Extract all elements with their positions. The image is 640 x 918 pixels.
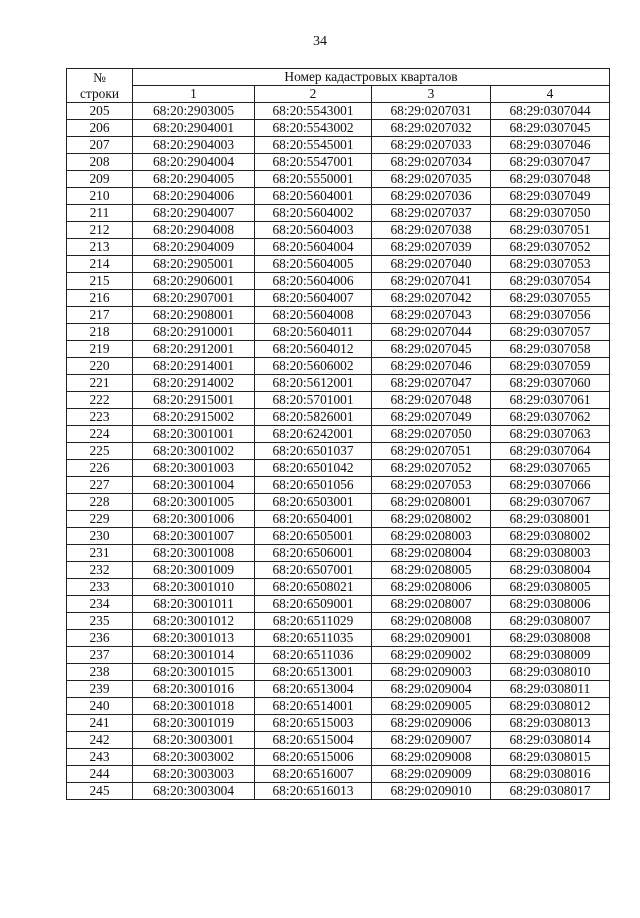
cadastral-group-title: Номер кадастровых кварталов bbox=[133, 69, 610, 86]
row-number-cell: 237 bbox=[67, 647, 133, 664]
row-number-cell: 236 bbox=[67, 630, 133, 647]
column-2-cell: 68:20:5543001 bbox=[255, 103, 372, 120]
column-1-cell: 68:20:2907001 bbox=[133, 290, 255, 307]
column-4-cell: 68:29:0307051 bbox=[491, 222, 610, 239]
row-number-cell: 212 bbox=[67, 222, 133, 239]
column-4-cell: 68:29:0307049 bbox=[491, 188, 610, 205]
column-1-cell: 68:20:3001005 bbox=[133, 494, 255, 511]
column-2-cell: 68:20:5604001 bbox=[255, 188, 372, 205]
column-2-cell: 68:20:5604008 bbox=[255, 307, 372, 324]
table-row bbox=[67, 630, 610, 647]
table-row bbox=[67, 528, 610, 545]
column-header-1: 1 bbox=[133, 86, 255, 103]
row-number-cell: 234 bbox=[67, 596, 133, 613]
column-4-cell: 68:29:0308005 bbox=[491, 579, 610, 596]
column-1-cell: 68:20:3003001 bbox=[133, 732, 255, 749]
column-2-cell: 68:20:6511035 bbox=[255, 630, 372, 647]
column-2-cell: 68:20:6515006 bbox=[255, 749, 372, 766]
table-row bbox=[67, 358, 610, 375]
column-2-cell: 68:20:6514001 bbox=[255, 698, 372, 715]
column-2-cell: 68:20:6501042 bbox=[255, 460, 372, 477]
table-row bbox=[67, 732, 610, 749]
column-4-cell: 68:29:0307047 bbox=[491, 154, 610, 171]
column-2-cell: 68:20:5550001 bbox=[255, 171, 372, 188]
table-row bbox=[67, 698, 610, 715]
column-2-cell: 68:20:6503001 bbox=[255, 494, 372, 511]
row-number-cell: 242 bbox=[67, 732, 133, 749]
column-4-cell: 68:29:0307063 bbox=[491, 426, 610, 443]
table-row bbox=[67, 341, 610, 358]
column-3-cell: 68:29:0208002 bbox=[372, 511, 491, 528]
row-number-cell: 241 bbox=[67, 715, 133, 732]
header-row-top bbox=[67, 69, 610, 86]
table-row bbox=[67, 392, 610, 409]
column-4-cell: 68:29:0307064 bbox=[491, 443, 610, 460]
column-2-cell: 68:20:6501056 bbox=[255, 477, 372, 494]
column-3-cell: 68:29:0209008 bbox=[372, 749, 491, 766]
column-3-cell: 68:29:0207045 bbox=[372, 341, 491, 358]
row-number-symbol: № bbox=[93, 69, 106, 85]
column-1-cell: 68:20:2904006 bbox=[133, 188, 255, 205]
table-row bbox=[67, 426, 610, 443]
column-4-cell: 68:29:0307057 bbox=[491, 324, 610, 341]
column-header-4: 4 bbox=[491, 86, 610, 103]
column-2-cell: 68:20:6515003 bbox=[255, 715, 372, 732]
row-number-cell: 235 bbox=[67, 613, 133, 630]
column-3-cell: 68:29:0207050 bbox=[372, 426, 491, 443]
column-4-cell: 68:29:0308003 bbox=[491, 545, 610, 562]
column-4-cell: 68:29:0308008 bbox=[491, 630, 610, 647]
row-number-header bbox=[67, 69, 133, 103]
column-2-cell: 68:20:6515004 bbox=[255, 732, 372, 749]
column-2-cell: 68:20:6511036 bbox=[255, 647, 372, 664]
column-2-cell: 68:20:6504001 bbox=[255, 511, 372, 528]
row-number-cell: 208 bbox=[67, 154, 133, 171]
table-row bbox=[67, 681, 610, 698]
column-3-cell: 68:29:0209005 bbox=[372, 698, 491, 715]
table-row bbox=[67, 443, 610, 460]
row-number-cell: 211 bbox=[67, 205, 133, 222]
column-1-cell: 68:20:3001008 bbox=[133, 545, 255, 562]
column-2-cell: 68:20:6511029 bbox=[255, 613, 372, 630]
column-4-cell: 68:29:0307066 bbox=[491, 477, 610, 494]
column-1-cell: 68:20:2904007 bbox=[133, 205, 255, 222]
column-1-cell: 68:20:3001012 bbox=[133, 613, 255, 630]
column-1-cell: 68:20:3001010 bbox=[133, 579, 255, 596]
column-4-cell: 68:29:0308012 bbox=[491, 698, 610, 715]
column-1-cell: 68:20:2912001 bbox=[133, 341, 255, 358]
table-row bbox=[67, 579, 610, 596]
column-2-cell: 68:20:5604002 bbox=[255, 205, 372, 222]
column-2-cell: 68:20:6507001 bbox=[255, 562, 372, 579]
table-row bbox=[67, 256, 610, 273]
column-4-cell: 68:29:0307044 bbox=[491, 103, 610, 120]
column-1-cell: 68:20:2906001 bbox=[133, 273, 255, 290]
column-2-cell: 68:20:5701001 bbox=[255, 392, 372, 409]
column-3-cell: 68:29:0207047 bbox=[372, 375, 491, 392]
column-3-cell: 68:29:0209003 bbox=[372, 664, 491, 681]
column-2-cell: 68:20:5604003 bbox=[255, 222, 372, 239]
column-4-cell: 68:29:0307050 bbox=[491, 205, 610, 222]
row-number-cell: 226 bbox=[67, 460, 133, 477]
table-row bbox=[67, 375, 610, 392]
column-2-cell: 68:20:5604006 bbox=[255, 273, 372, 290]
row-number-cell: 229 bbox=[67, 511, 133, 528]
table-row bbox=[67, 409, 610, 426]
row-number-cell: 244 bbox=[67, 766, 133, 783]
column-1-cell: 68:20:2903005 bbox=[133, 103, 255, 120]
column-3-cell: 68:29:0207037 bbox=[372, 205, 491, 222]
column-4-cell: 68:29:0307058 bbox=[491, 341, 610, 358]
column-3-cell: 68:29:0207048 bbox=[372, 392, 491, 409]
column-1-cell: 68:20:2915002 bbox=[133, 409, 255, 426]
table-row bbox=[67, 511, 610, 528]
table-row bbox=[67, 545, 610, 562]
column-4-cell: 68:29:0308006 bbox=[491, 596, 610, 613]
column-3-cell: 68:29:0207035 bbox=[372, 171, 491, 188]
column-4-cell: 68:29:0307052 bbox=[491, 239, 610, 256]
table-row bbox=[67, 154, 610, 171]
table-row bbox=[67, 613, 610, 630]
row-number-cell: 215 bbox=[67, 273, 133, 290]
column-1-cell: 68:20:3001001 bbox=[133, 426, 255, 443]
column-3-cell: 68:29:0207038 bbox=[372, 222, 491, 239]
row-number-cell: 245 bbox=[67, 783, 133, 800]
table-row bbox=[67, 749, 610, 766]
column-1-cell: 68:20:3001011 bbox=[133, 596, 255, 613]
column-4-cell: 68:29:0307065 bbox=[491, 460, 610, 477]
column-3-cell: 68:29:0208008 bbox=[372, 613, 491, 630]
column-2-cell: 68:20:5604007 bbox=[255, 290, 372, 307]
column-2-cell: 68:20:5604011 bbox=[255, 324, 372, 341]
table-row bbox=[67, 647, 610, 664]
column-3-cell: 68:29:0207042 bbox=[372, 290, 491, 307]
column-1-cell: 68:20:2904008 bbox=[133, 222, 255, 239]
column-4-cell: 68:29:0308015 bbox=[491, 749, 610, 766]
header-row-columns bbox=[67, 86, 610, 103]
column-4-cell: 68:29:0307055 bbox=[491, 290, 610, 307]
table-row bbox=[67, 596, 610, 613]
column-4-cell: 68:29:0308001 bbox=[491, 511, 610, 528]
column-3-cell: 68:29:0207046 bbox=[372, 358, 491, 375]
column-3-cell: 68:29:0208001 bbox=[372, 494, 491, 511]
row-number-cell: 218 bbox=[67, 324, 133, 341]
table-row bbox=[67, 494, 610, 511]
table-row bbox=[67, 171, 610, 188]
column-4-cell: 68:29:0307059 bbox=[491, 358, 610, 375]
table-row bbox=[67, 239, 610, 256]
column-3-cell: 68:29:0207052 bbox=[372, 460, 491, 477]
table-row bbox=[67, 120, 610, 137]
row-number-cell: 213 bbox=[67, 239, 133, 256]
column-1-cell: 68:20:3001016 bbox=[133, 681, 255, 698]
column-1-cell: 68:20:3003002 bbox=[133, 749, 255, 766]
column-3-cell: 68:29:0207041 bbox=[372, 273, 491, 290]
column-2-cell: 68:20:6513004 bbox=[255, 681, 372, 698]
column-1-cell: 68:20:3001004 bbox=[133, 477, 255, 494]
row-number-cell: 238 bbox=[67, 664, 133, 681]
column-3-cell: 68:29:0209006 bbox=[372, 715, 491, 732]
page-number: 34 bbox=[313, 34, 327, 49]
row-number-cell: 232 bbox=[67, 562, 133, 579]
row-number-cell: 205 bbox=[67, 103, 133, 120]
column-4-cell: 68:29:0308017 bbox=[491, 783, 610, 800]
row-number-cell: 217 bbox=[67, 307, 133, 324]
column-3-cell: 68:29:0207043 bbox=[372, 307, 491, 324]
column-1-cell: 68:20:2904009 bbox=[133, 239, 255, 256]
column-3-cell: 68:29:0208005 bbox=[372, 562, 491, 579]
column-3-cell: 68:29:0207039 bbox=[372, 239, 491, 256]
column-1-cell: 68:20:3001019 bbox=[133, 715, 255, 732]
column-1-cell: 68:20:2904004 bbox=[133, 154, 255, 171]
column-1-cell: 68:20:2904001 bbox=[133, 120, 255, 137]
column-4-cell: 68:29:0308014 bbox=[491, 732, 610, 749]
column-4-cell: 68:29:0308011 bbox=[491, 681, 610, 698]
column-3-cell: 68:29:0207032 bbox=[372, 120, 491, 137]
row-number-cell: 216 bbox=[67, 290, 133, 307]
row-number-cell: 221 bbox=[67, 375, 133, 392]
column-2-cell: 68:20:6513001 bbox=[255, 664, 372, 681]
column-2-cell: 68:20:5604012 bbox=[255, 341, 372, 358]
column-4-cell: 68:29:0307060 bbox=[491, 375, 610, 392]
table-row bbox=[67, 222, 610, 239]
column-1-cell: 68:20:3001014 bbox=[133, 647, 255, 664]
column-2-cell: 68:20:6506001 bbox=[255, 545, 372, 562]
column-1-cell: 68:20:2904003 bbox=[133, 137, 255, 154]
column-3-cell: 68:29:0209001 bbox=[372, 630, 491, 647]
column-1-cell: 68:20:3003003 bbox=[133, 766, 255, 783]
column-4-cell: 68:29:0307054 bbox=[491, 273, 610, 290]
row-number-cell: 207 bbox=[67, 137, 133, 154]
column-2-cell: 68:20:5547001 bbox=[255, 154, 372, 171]
column-1-cell: 68:20:2914002 bbox=[133, 375, 255, 392]
column-2-cell: 68:20:5826001 bbox=[255, 409, 372, 426]
column-header-2: 2 bbox=[255, 86, 372, 103]
row-number-label: строки bbox=[79, 85, 120, 101]
table-row bbox=[67, 273, 610, 290]
column-2-cell: 68:20:6508021 bbox=[255, 579, 372, 596]
column-3-cell: 68:29:0207051 bbox=[372, 443, 491, 460]
column-1-cell: 68:20:2915001 bbox=[133, 392, 255, 409]
column-4-cell: 68:29:0307045 bbox=[491, 120, 610, 137]
table-body bbox=[67, 103, 610, 800]
row-number-cell: 206 bbox=[67, 120, 133, 137]
table-row bbox=[67, 715, 610, 732]
cadastral-quarters-table bbox=[66, 68, 610, 800]
table-row bbox=[67, 766, 610, 783]
row-number-cell: 231 bbox=[67, 545, 133, 562]
column-4-cell: 68:29:0307067 bbox=[491, 494, 610, 511]
column-4-cell: 68:29:0308009 bbox=[491, 647, 610, 664]
column-4-cell: 68:29:0307048 bbox=[491, 171, 610, 188]
column-2-cell: 68:20:5604005 bbox=[255, 256, 372, 273]
column-1-cell: 68:20:2908001 bbox=[133, 307, 255, 324]
table-row bbox=[67, 137, 610, 154]
table-row bbox=[67, 324, 610, 341]
column-2-cell: 68:20:5545001 bbox=[255, 137, 372, 154]
column-4-cell: 68:29:0308007 bbox=[491, 613, 610, 630]
row-number-cell: 219 bbox=[67, 341, 133, 358]
column-3-cell: 68:29:0207036 bbox=[372, 188, 491, 205]
row-number-cell: 243 bbox=[67, 749, 133, 766]
column-2-cell: 68:20:6501037 bbox=[255, 443, 372, 460]
column-2-cell: 68:20:6516007 bbox=[255, 766, 372, 783]
table-row bbox=[67, 460, 610, 477]
table-row bbox=[67, 307, 610, 324]
column-1-cell: 68:20:3001006 bbox=[133, 511, 255, 528]
column-4-cell: 68:29:0307046 bbox=[491, 137, 610, 154]
column-3-cell: 68:29:0209010 bbox=[372, 783, 491, 800]
table-row bbox=[67, 664, 610, 681]
column-3-cell: 68:29:0209007 bbox=[372, 732, 491, 749]
column-4-cell: 68:29:0308004 bbox=[491, 562, 610, 579]
column-1-cell: 68:20:2905001 bbox=[133, 256, 255, 273]
column-3-cell: 68:29:0209004 bbox=[372, 681, 491, 698]
column-3-cell: 68:29:0208004 bbox=[372, 545, 491, 562]
row-number-cell: 228 bbox=[67, 494, 133, 511]
column-1-cell: 68:20:3001009 bbox=[133, 562, 255, 579]
column-1-cell: 68:20:3001003 bbox=[133, 460, 255, 477]
column-3-cell: 68:29:0209009 bbox=[372, 766, 491, 783]
table-row bbox=[67, 290, 610, 307]
table-row bbox=[67, 103, 610, 120]
column-2-cell: 68:20:6516013 bbox=[255, 783, 372, 800]
column-2-cell: 68:20:6509001 bbox=[255, 596, 372, 613]
column-4-cell: 68:29:0308010 bbox=[491, 664, 610, 681]
column-3-cell: 68:29:0207053 bbox=[372, 477, 491, 494]
column-4-cell: 68:29:0307062 bbox=[491, 409, 610, 426]
column-4-cell: 68:29:0307056 bbox=[491, 307, 610, 324]
column-2-cell: 68:20:6242001 bbox=[255, 426, 372, 443]
column-header-3: 3 bbox=[372, 86, 491, 103]
column-2-cell: 68:20:5604004 bbox=[255, 239, 372, 256]
column-4-cell: 68:29:0308013 bbox=[491, 715, 610, 732]
table-row bbox=[67, 477, 610, 494]
column-3-cell: 68:29:0207049 bbox=[372, 409, 491, 426]
column-4-cell: 68:29:0308016 bbox=[491, 766, 610, 783]
column-1-cell: 68:20:3001018 bbox=[133, 698, 255, 715]
column-4-cell: 68:29:0307053 bbox=[491, 256, 610, 273]
column-3-cell: 68:29:0208006 bbox=[372, 579, 491, 596]
row-number-cell: 223 bbox=[67, 409, 133, 426]
column-2-cell: 68:20:5612001 bbox=[255, 375, 372, 392]
column-1-cell: 68:20:2914001 bbox=[133, 358, 255, 375]
column-3-cell: 68:29:0209002 bbox=[372, 647, 491, 664]
column-1-cell: 68:20:3001013 bbox=[133, 630, 255, 647]
column-4-cell: 68:29:0307061 bbox=[491, 392, 610, 409]
table-row bbox=[67, 562, 610, 579]
row-number-cell: 220 bbox=[67, 358, 133, 375]
row-number-cell: 240 bbox=[67, 698, 133, 715]
row-number-cell: 230 bbox=[67, 528, 133, 545]
column-1-cell: 68:20:3001015 bbox=[133, 664, 255, 681]
column-1-cell: 68:20:3003004 bbox=[133, 783, 255, 800]
row-number-cell: 233 bbox=[67, 579, 133, 596]
column-3-cell: 68:29:0207034 bbox=[372, 154, 491, 171]
row-number-cell: 224 bbox=[67, 426, 133, 443]
column-4-cell: 68:29:0308002 bbox=[491, 528, 610, 545]
row-number-cell: 209 bbox=[67, 171, 133, 188]
column-1-cell: 68:20:2910001 bbox=[133, 324, 255, 341]
row-number-cell: 214 bbox=[67, 256, 133, 273]
row-number-cell: 210 bbox=[67, 188, 133, 205]
column-2-cell: 68:20:6505001 bbox=[255, 528, 372, 545]
column-2-cell: 68:20:5606002 bbox=[255, 358, 372, 375]
table-row bbox=[67, 205, 610, 222]
column-3-cell: 68:29:0207040 bbox=[372, 256, 491, 273]
row-number-cell: 222 bbox=[67, 392, 133, 409]
table-row bbox=[67, 188, 610, 205]
column-2-cell: 68:20:5543002 bbox=[255, 120, 372, 137]
column-3-cell: 68:29:0207031 bbox=[372, 103, 491, 120]
column-1-cell: 68:20:3001002 bbox=[133, 443, 255, 460]
table-row bbox=[67, 783, 610, 800]
column-3-cell: 68:29:0207033 bbox=[372, 137, 491, 154]
row-number-cell: 227 bbox=[67, 477, 133, 494]
row-number-cell: 225 bbox=[67, 443, 133, 460]
column-1-cell: 68:20:2904005 bbox=[133, 171, 255, 188]
row-number-cell: 239 bbox=[67, 681, 133, 698]
column-3-cell: 68:29:0208003 bbox=[372, 528, 491, 545]
column-3-cell: 68:29:0208007 bbox=[372, 596, 491, 613]
column-1-cell: 68:20:3001007 bbox=[133, 528, 255, 545]
column-3-cell: 68:29:0207044 bbox=[372, 324, 491, 341]
